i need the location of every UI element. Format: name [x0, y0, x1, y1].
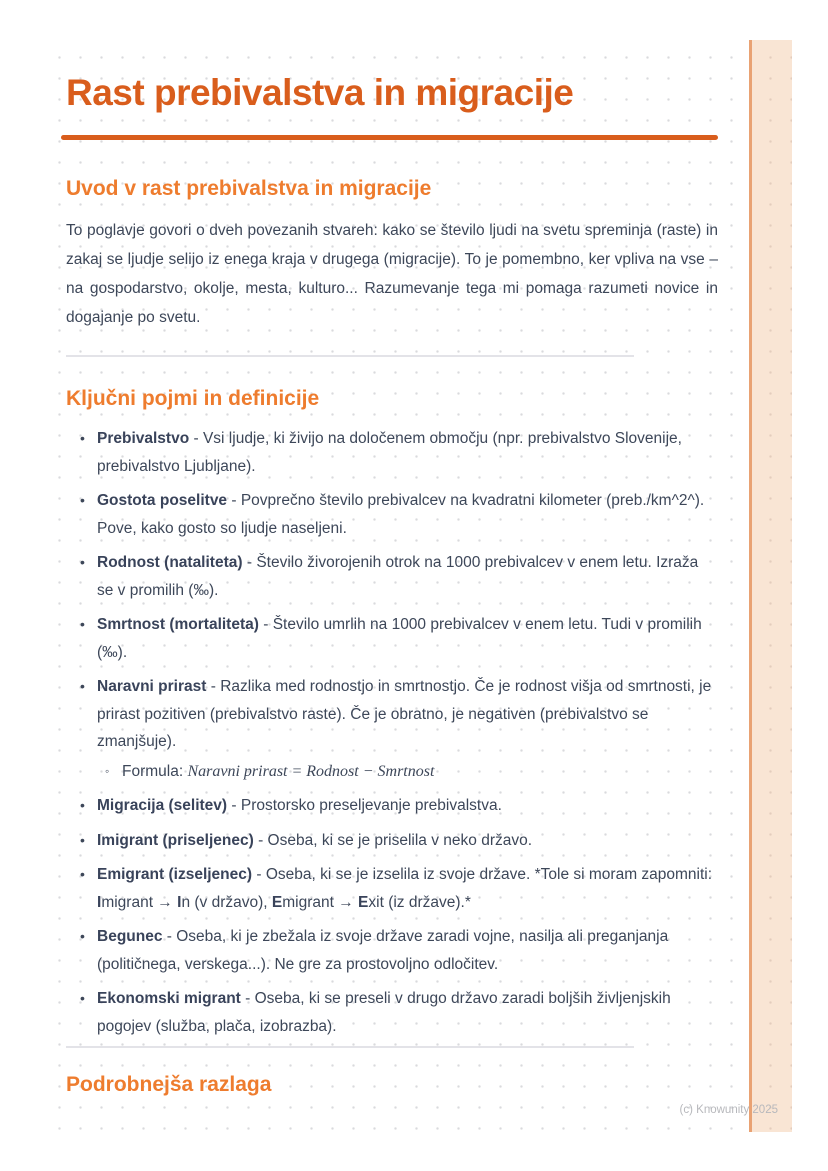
section-heading-uvod: Uvod v rast prebivalstva in migracije — [66, 177, 432, 200]
bullet-icon: • — [80, 797, 85, 813]
definition-text: Razlika med rodnostjo in smrtnostjo. Če je rodnost višja od smrtnosti, je prirast pozitiven (prebivalstvo raste). Če je obratno, je negativen (prebivalstvo se zmanjšuje). — [97, 678, 712, 750]
term-item — [66, 792, 718, 820]
bullet-icon: • — [80, 430, 85, 446]
bullet-icon: • — [80, 554, 85, 570]
definition-bold-letter: E — [358, 893, 369, 911]
definition-text: migrant → — [101, 893, 178, 911]
section-divider — [66, 355, 634, 357]
term-separator: - — [242, 554, 257, 571]
term-item — [66, 673, 718, 785]
term-name: Naravni prirast — [97, 678, 207, 695]
page-title: Rast prebivalstva in migracije — [66, 72, 574, 113]
term-definition — [97, 928, 668, 973]
term-separator: - — [162, 928, 177, 945]
term-item — [66, 827, 718, 855]
notes-page — [40, 40, 792, 1132]
definition-text: Oseba, ki se preseli v drugo državo zaradi boljših življenjskih pogojev (služba, plača, izobrazba). — [97, 990, 671, 1035]
definition-text: migrant → — [282, 893, 359, 911]
sub-bullet-icon: ◦ — [105, 763, 110, 778]
term-name: Smrtnost (mortaliteta) — [97, 616, 259, 633]
term-separator: - — [189, 430, 203, 447]
section-heading-podrobnejsa: Podrobnejša razlaga — [66, 1073, 272, 1096]
formula-label: Formula: — [122, 762, 188, 780]
definition-text: Število živorojenih otrok na 1000 prebivalcev v enem letu. Izraža se v promilih (‰). — [97, 554, 699, 599]
bullet-icon: • — [80, 866, 85, 882]
definition-text: Prostorsko preseljevanje prebivalstva. — [240, 797, 502, 814]
section-heading-kljucni-pojmi: Ključni pojmi in definicije — [66, 387, 320, 410]
term-separator: - — [206, 678, 221, 695]
term-name: Migracija (selitev) — [97, 797, 228, 814]
terms-list — [66, 425, 718, 1040]
term-item — [66, 487, 718, 542]
section-divider — [66, 1046, 634, 1048]
term-item — [66, 985, 718, 1040]
term-name: Ekonomski migrant — [97, 990, 241, 1007]
term-separator: - — [227, 492, 241, 509]
bullet-icon: • — [80, 616, 85, 632]
bullet-icon: • — [80, 678, 85, 694]
bullet-icon: • — [80, 831, 85, 848]
definition-text: Vsi ljudje, ki živijo na določenem območju (npr. prebivalstvo Slovenije, prebivalstvo Ljubljane). — [97, 430, 682, 475]
term-name: Prebivalstvo — [97, 430, 190, 447]
term-item — [66, 611, 718, 666]
formula-sub-item — [97, 758, 718, 786]
term-separator: - — [253, 831, 268, 849]
definition-text: Oseba, ki se je izselila iz svoje države. *Tole si moram zapomniti: — [265, 866, 713, 883]
term-separator: - — [227, 797, 241, 814]
definition-bold-letter: E — [271, 893, 283, 911]
formula-text: Naravni prirast = Rodnost − Smrtnost — [187, 762, 435, 780]
bullet-icon: • — [80, 928, 85, 944]
copyright-footer: (c) Knowunity 2025 — [679, 1104, 778, 1116]
margin-stripe — [749, 40, 792, 1132]
term-definition — [268, 832, 532, 849]
term-separator: - — [258, 616, 273, 633]
definition-text: n (v državo), — [181, 893, 272, 911]
term-item — [66, 549, 718, 604]
term-item — [66, 425, 718, 480]
definition-text: Oseba, ki je zbežala iz svoje države zaradi vojne, nasilja ali preganjanja (političnega, verskega...). Ne gre za prostovoljno odločitev. — [97, 928, 669, 973]
term-item — [66, 861, 718, 916]
term-name: Begunec — [97, 928, 163, 945]
definition-bold-letter: I — [97, 893, 102, 911]
term-item — [66, 923, 718, 978]
definition-text: Število umrlih na 1000 prebivalcev v enem letu. Tudi v promilih (‰). — [97, 616, 702, 661]
term-separator: - — [252, 866, 266, 883]
term-definition — [241, 797, 502, 814]
definition-text: Povprečno število prebivalcev na kvadratni kilometer (preb./km^2^). Pove, kako gosto so ljudje naseljeni. — [97, 492, 705, 537]
definition-text: xit (iz države).* — [368, 893, 471, 911]
title-underline-rule — [61, 135, 718, 140]
bullet-icon: • — [80, 990, 85, 1006]
term-name: Gostota poselitve — [97, 492, 228, 509]
page-content — [66, 40, 718, 1098]
bullet-icon: • — [80, 492, 85, 508]
term-name: Imigrant (priseljenec) — [97, 831, 254, 849]
intro-paragraph: To poglavje govori o dveh povezanih stvareh: kako se število ljudi na svetu spreminja (raste) in zakaj se ljudje selijo iz enega kraja v drugega (migracije). To je pomembno, ker vpliva na vse – na gospodarstvo, okolje, mesta, kulturo... Razumevanje tega mi pomaga razumeti novice in dogajanje po svetu. — [66, 222, 718, 326]
term-name: Emigrant (izseljenec) — [97, 866, 253, 883]
term-name: Rodnost (nataliteta) — [97, 554, 243, 571]
definition-text: Oseba, ki se je priselila v neko državo. — [267, 831, 533, 849]
term-separator: - — [240, 990, 255, 1007]
definition-bold-letter: I — [177, 893, 182, 911]
